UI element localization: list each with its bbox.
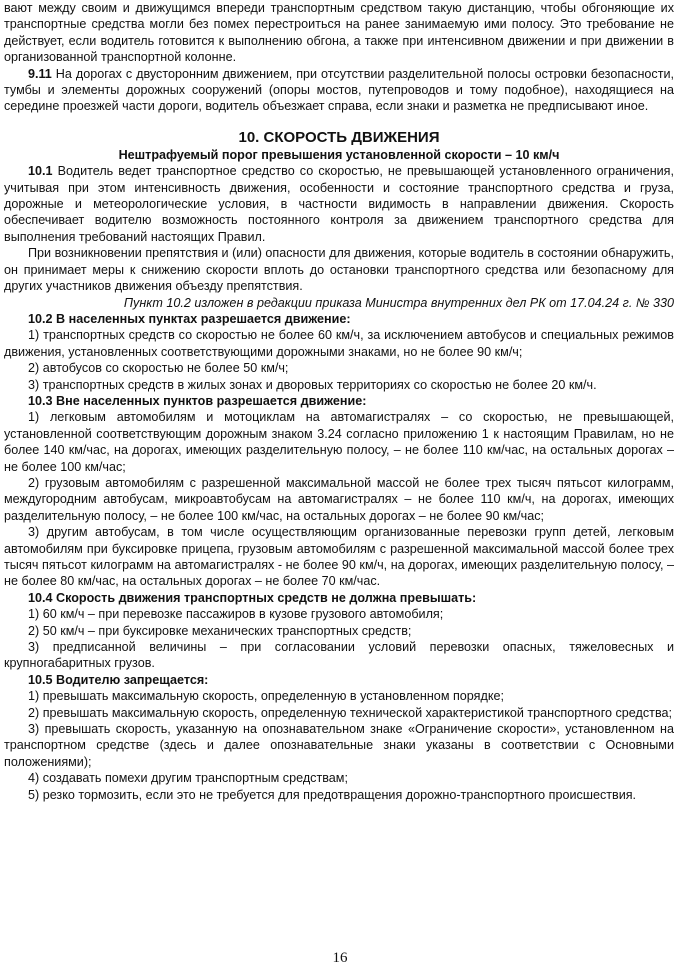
clause-text-9-11: На дорогах с двусторонним движением, при отсутствии разделительной полосы островки безопасности, тумбы и элементы дорожных сооружений (опоры мостов, путепроводов и тому подобное), находящиеся на середине проезжей части дороги, водитель объезжает справа, если знаки и разметка не предписывают иное.	[4, 66, 674, 114]
item-10-5-4: 4) создавать помехи другим транспортным средствам;	[28, 771, 348, 786]
item-10-4-1: 1) 60 км/ч – при перевозке пассажиров в кузове грузового автомобиля;	[28, 607, 444, 622]
heading-10-3: 10.3 Вне населенных пунктов разрешается движение:	[28, 393, 367, 408]
spacer	[4, 115, 674, 125]
item-10-2-3: 3) транспортных средств в жилых зонах и дворовых территориях со скоростью не более 20 км/ч.	[28, 377, 597, 392]
item-10-5-5: 5) резко тормозить, если это не требуется для предотвращения дорожно-транспортного происшествия.	[28, 787, 637, 802]
page-content	[4, 0, 674, 803]
heading-10-4: 10.4 Скорость движения транспортных средств не должна превышать:	[28, 590, 477, 605]
page-number: 16	[332, 949, 348, 966]
item-10-3-3: 3) другим автобусам, в том числе осуществляющим организованные перевозки групп детей, легковым автомобилям при буксировке прицепа, грузовым автомобилям с разрешенной максимальной массой более трех тысяч пятьсот килограмм на автомагистралях - не более 90 км/ч, на дорогах, имеющих разделительную полосу, – не более 80 км/час, на остальных дорогах – не более 70 км/час.	[4, 525, 674, 589]
item-10-3-2: 2) грузовым автомобилям с разрешенной максимальной массой не более трех тысяч пятьсот килограмм, междугородним автобусам, микроавтобусам на автомагистралях – не более 110 км/ч, на дорогах, имеющих разделительную полосу, – не более 100 км/час, на остальных дорогах – не более 90 км/час;	[4, 475, 674, 523]
item-10-3-1: 1) легковым автомобилям и мотоциклам на автомагистралях – со скоростью, не превышающей, установленной соответствующим дорожным знаком 3.24 согласно приложению 1 к настоящим Правилам, но не более 140 км/час, на дорогах, имеющих разделительную полосу, – не более 110 км/час, на остальных дорогах – не более 100 км/час;	[4, 410, 674, 474]
paragraph-10-1-continued: При возникновении препятствия и (или) опасности для движения, которые водитель в состоянии обнаружить, он принимает меры к снижению скорости вплоть до остановки транспортного средства или безопасному для других участников движения объезду препятствия.	[4, 246, 674, 294]
item-10-4-3: 3) предписанной величины – при согласовании условий перевозки опасных, тяжеловесных и крупногабаритных грузов.	[4, 640, 674, 671]
item-10-2-1: 1) транспортных средств со скоростью не более 60 км/ч, за исключением автобусов и специальных режимов движения, установленных соответствующими дорожными знаками, но не более 90 км/ч;	[4, 328, 674, 359]
section-subtitle: Нештрафуемый порог превышения установленной скорости – 10 км/ч	[118, 147, 560, 162]
clause-number-9-11: 9.11	[28, 66, 52, 81]
heading-10-2: 10.2 В населенных пунктах разрешается движение:	[28, 311, 351, 326]
clause-number-10-1: 10.1	[28, 164, 53, 179]
section-title: 10. СКОРОСТЬ ДВИЖЕНИЯ	[238, 128, 440, 146]
item-10-5-2: 2) превышать максимальную скорость, определенную технической характеристикой транспортного средства;	[28, 705, 673, 720]
heading-10-5: 10.5 Водителю запрещается:	[28, 672, 209, 687]
item-10-5-3: 3) превышать скорость, указанную на опознавательном знаке «Ограничение скорости», установленном на транспортном средстве (здесь и далее опознавательные знаки указаны в соответствии с Основными положениями);	[4, 722, 674, 769]
amendment-note: Пункт 10.2 изложен в редакции приказа Министра внутренних дел РК от 17.04.24 г. № 330	[123, 295, 674, 310]
clause-text-10-1: Водитель ведет транспортное средство со скоростью, не превышающей установленного ограничения, учитывая при этом интенсивность движения, особенности и состояние транспортного средства и груза, дорожные и метеорологические условия, в частности видимость в направлении движения. Скорость обеспечивает водителю возможность постоянного контроля за движением транспортного средства для выполнения требований настоящих Правил.	[4, 164, 674, 244]
item-10-4-2: 2) 50 км/ч – при буксировке механических транспортных средств;	[28, 623, 412, 638]
paragraph-9-11	[4, 66, 674, 115]
paragraph-continued: вают между своим и движущимся впереди транспортным средством такую дистанцию, чтобы обгоняющие их транспортные средства могли без помех перестроиться на ранее занимаемую ими полосу. Это требование не действует, если водитель готовится к выполнению обгона, а также при интенсивном движении и при движении в организованной транспортной колонне.	[4, 1, 674, 65]
item-10-5-1: 1) превышать максимальную скорость, определенную в установленном порядке;	[28, 689, 504, 704]
paragraph-10-1	[4, 163, 674, 245]
item-10-2-2: 2) автобусов со скоростью не более 50 км/ч;	[28, 361, 289, 376]
